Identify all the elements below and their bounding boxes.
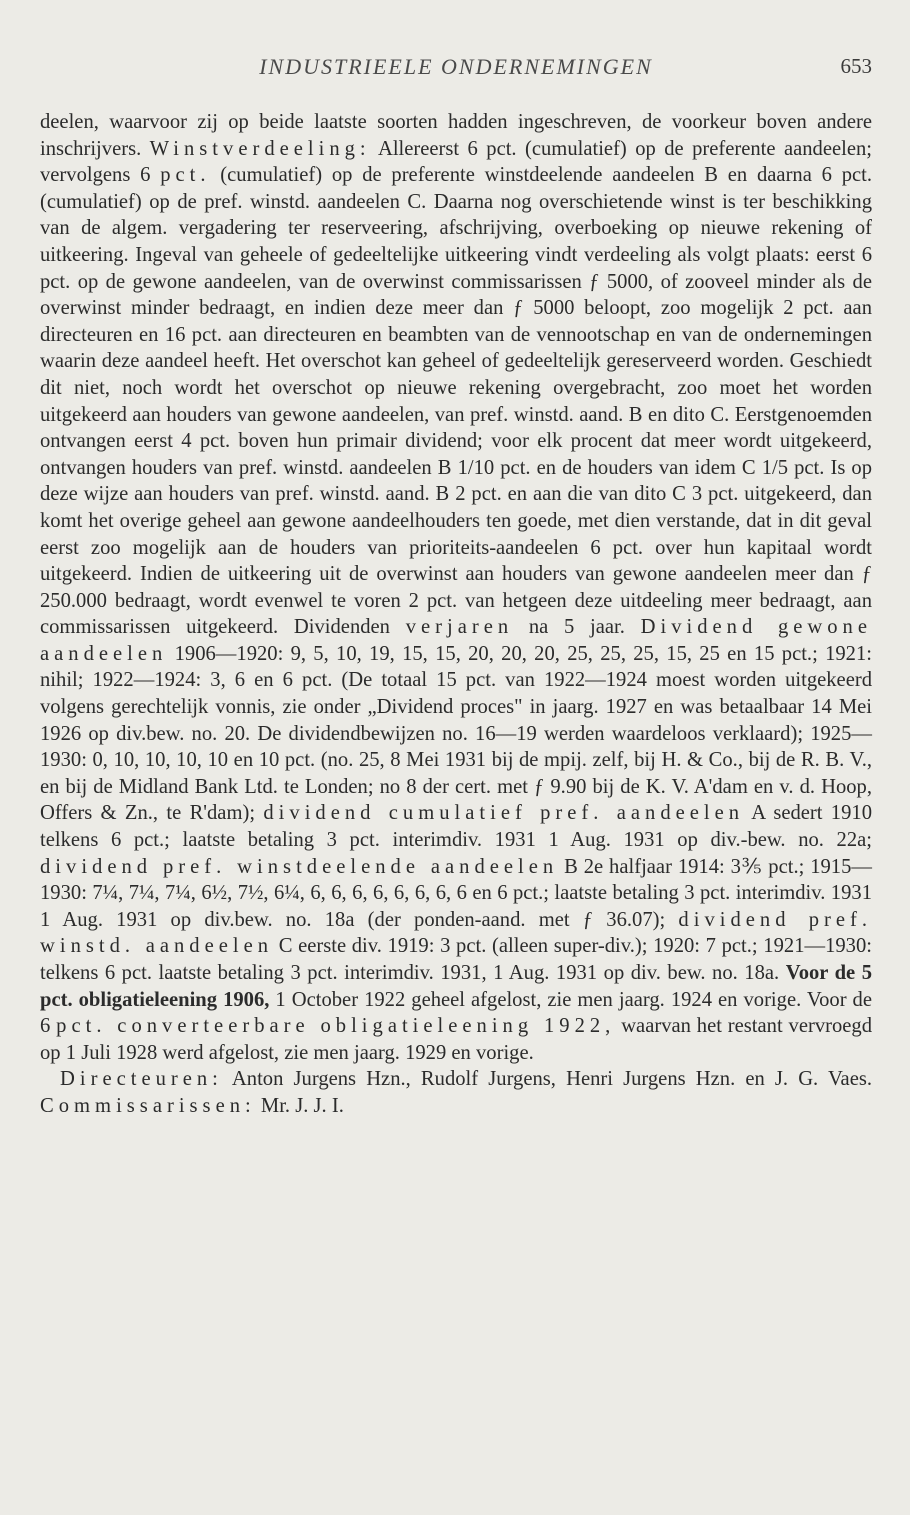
spaced-run: pct. [160,164,211,187]
spaced-run: dividend pref. winstd. aandeelen [40,908,872,958]
paragraph-dividends [40,109,872,1066]
text-run: deelen, waarvoor zij op beide laatste soorten hadden ingeschreven, de voorkeur boven andere inschrijvers. [40,111,872,160]
text-run: 1906—1920: 9, 5, 10, 19, 15, 15, 20, 20, 20, 25, 25, 25, 15, 25 en 15 pct.; 1921: nihil; 1922—1924: 3, 6 en 6 pct. (De totaal 15 pct. van 1922—1924 moest worden uitgekeerd volgens gerechtelijk vonnis, zie onder „Dividend proces" in jaarg. 1927 en was betaalbaar 14 Mei 1926 op div.bew. no. 20. De dividendbewijzen no. 16—19 werden waardeloos verklaard); 1925—1930: 0, 10, 10, 10, 10 en 10 pct. (no. 25, 8 Mei 1931 bij de mpij. zelf, bij H. & Co., bij de R. B. V., en bij de Midland Bank Ltd. te Londen; no 8 der cert. met ƒ 9.90 bij de K. V. A'dam en v. d. Hoop, Offers & Zn., te R'dam); [40,642,872,825]
text-run: B 2e halfjaar 1914: 3⅗ pct.; 1915—1930: 7¼, 7¼, 7¼, 6½, 7½, 6¼, 6, 6, 6, 6, 6, 6, 6, 6 en 6 pct.; laatste betaling 3 pct. interimdiv. 1931 1 Aug. 1931 op div.bew. no. 18a (der ponden-aand. met ƒ 36.07); [40,855,872,931]
spaced-run: Dividend gewone aandeelen [40,616,872,665]
text-run: waarvan het restant vervroegd op 1 Juli 1928 werd afgelost, zie men jaarg. 1929 en vorige. [40,1015,873,1064]
running-title: INDUSTRIEELE ONDERNEMINGEN [259,54,653,79]
text-run: (cumulatief) op de preferente winstdeelende aandeelen B en daarna 6 pct. (cumulatief) op de pref. winstd. aandeelen C. Daarna nog overschietende winst is ter beschikking van de algem. vergadering ter reserveering, afschrijving, overboeking op nieuwe rekening of uitkeering. Ingeval van geheele of gedeeltelijke uitkeering vindt verdeeling als volgt plaats: eerst 6 pct. op de gewone aandeelen, van de overwinst commissarissen ƒ 5000, of zooveel minder als de overwinst minder bedraagt, en indien deze meer dan ƒ 5000 beloopt, zoo mogelijk 2 pct. aan directeuren en 16 pct. aan directeuren en beambten van de vennootschap en van de ondernemingen waarin deze aandeel heeft. Het overschot kan geheel of gedeeltelijk gereserveerd worden. Geschiedt dit niet, noch wordt het overschot op nieuwe rekening overgebracht, zoo moet het worden uitgekeerd aan houders van gewone aandeelen, van pref. winstd. aand. B en dito C. Eerstgenoemden ontvangen eerst 4 pct. boven hun primair dividend; voor elk procent dat meer wordt uitgekeerd, ontvangen houders van pref. winstd. aandeelen B 1/10 pct. en de houders van idem C 1/5 pct. Is op deze wijze aan houders van pref. winstd. aand. B 2 pct. en aan die van dito C 3 pct. uitgekeerd, dan komt het overige geheel aan gewone aandeelhouders ten goede, met dien verstande, dat in dit geval eerst zoo mogelijk aan de houders van prioriteits-aandeelen 6 pct. over hun kapitaal wordt uitgekeerd. Indien de uitkeering uit de overwinst aan houders van gewone aandeelen meer dan ƒ 250.000 bedraagt, wordt evenwel te voren 2 pct. van hetgeen deze uitdeeling meer bedraagt, aan commissarissen uitgekeerd. Dividenden [40,164,873,639]
spaced-run: pct. converteerbare obligatieleening 1922, [56,1015,616,1038]
spaced-run: Commissarissen: [40,1094,256,1117]
spaced-run: dividend cumulatief pref. aandeelen [263,802,745,825]
spaced-run: verjaren [405,616,514,639]
text-run: C eerste div. 1919: 3 pct. (alleen super-div.); 1920: 7 pct.; 1921—1930: telkens 6 pct. laatste betaling 3 pct. interimdiv. 1931, 1 Aug. 1931 op div. bew. no. 18a. [40,935,872,984]
text-run: Mr. J. J. I. [255,1094,344,1117]
text-run: na 5 jaar. [513,616,641,639]
text-run: 1 October 1922 geheel afgelost, zie men jaarg. 1924 en vorige. Voor de 6 [40,988,872,1038]
text-run: Anton Jurgens Hzn., Rudolf Jurgens, Henri Jurgens Hzn. en J. G. Vaes. [222,1068,872,1091]
page-header [40,54,872,90]
spaced-run: dividend pref. winstdeelende aandeelen [40,855,559,878]
text-run: A sedert 1910 telkens 6 pct.; laatste betaling 3 pct. interimdiv. 1931 1 Aug. 1931 op div.-bew. no. 22a; [40,802,872,852]
paragraph-management [40,1066,872,1119]
body-text [40,109,872,1120]
spaced-run: Directeuren: [60,1068,223,1091]
text-run: Allereerst 6 pct. (cumulatief) op de preferente aandeelen; vervolgens 6 [40,137,872,187]
spaced-run: Winstverdeeling: [149,137,371,160]
bold-run: Voor de 5 pct. obligatieleening 1906, [40,962,872,1011]
page-number: 653 [840,54,872,78]
